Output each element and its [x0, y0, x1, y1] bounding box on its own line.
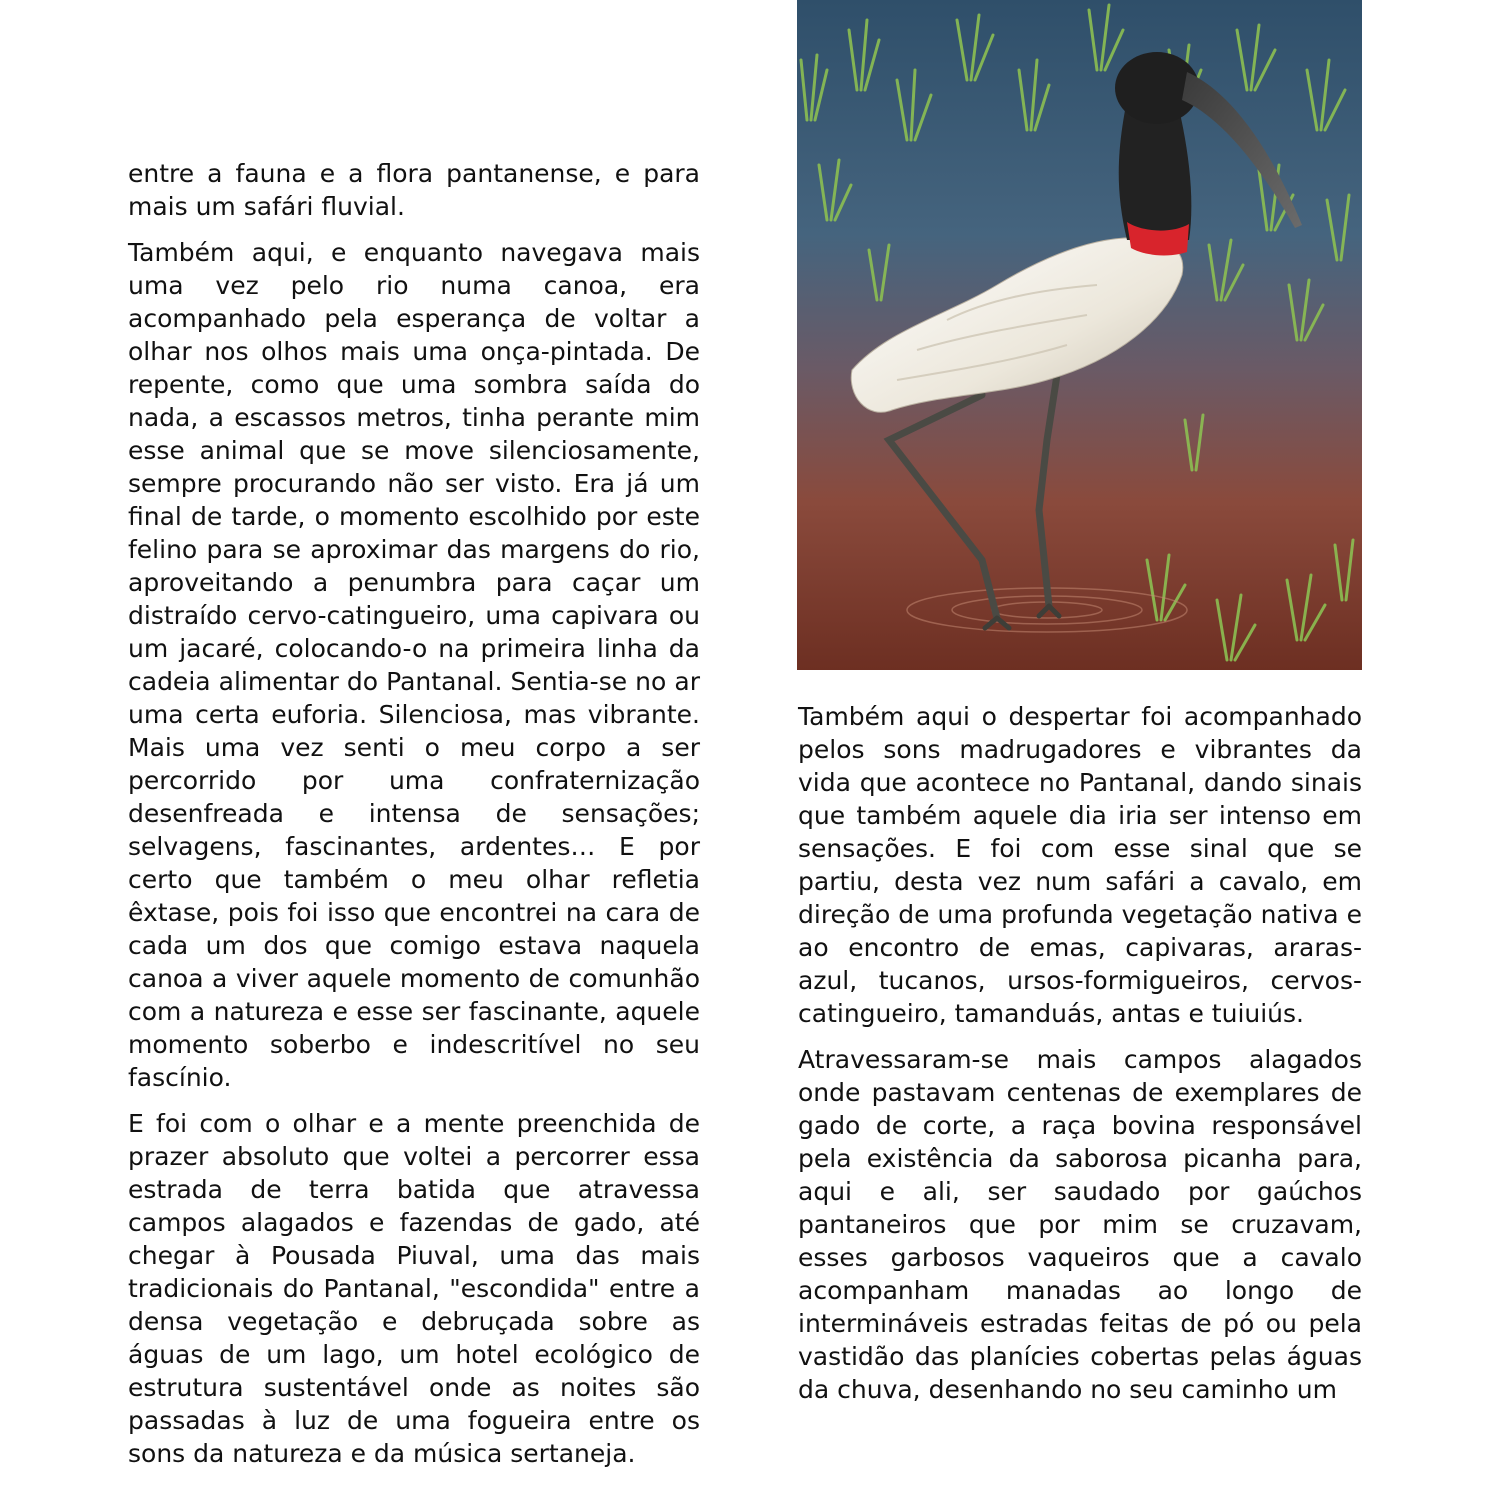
paragraph: Atravessaram-se mais campos alagados onde pastavam centenas de exemplares de gado de corte, a raça bovina responsável pela existência da saborosa picanha para, aqui e ali, ser saudado por gaúchos pantaneiros que por mim se cruzavam, esses garbosos vaqueiros que a cavalo acompanham manadas ao longo de intermináveis estradas feitas de pó ou pela vastidão das planícies cobertas pelas águas da chuva, desenhando no seu caminho um: [798, 1045, 1362, 1404]
jabiru-stork-photo: [797, 0, 1362, 670]
paragraph: E foi com o olhar e a mente preenchida de prazer absoluto que voltei a percorrer essa estrada de terra batida que atravessa campos alagados e fazendas de gado, até chegar à Pousada Piuval, uma das mais tradicionais do Pantanal, "escondida" entre a densa vegetação e debruçada sobre as águas de um lago, um hotel ecológico de estrutura sustentável onde as noites são passadas à luz de uma fogueira entre os sons da natureza e da música sertaneja.: [128, 1109, 700, 1468]
paragraph: entre a fauna e a flora pantanense, e para mais um safári fluvial.: [128, 159, 700, 221]
right-text-column: [798, 700, 1362, 1419]
paragraph: Também aqui o despertar foi acompanhado pelos sons madrugadores e vibrantes da vida que acontece no Pantanal, dando sinais que também aquele dia iria ser intenso em sensações. E foi com esse sinal que se partiu, desta vez num safári a cavalo, em direção de uma profunda vegetação nativa e ao encontro de emas, capivaras, araras-azul, tucanos, ursos-formigueiros, cervos-catingueiro, tamanduás, antas e tuiuiús.: [798, 702, 1362, 1028]
paragraph: Também aqui, e enquanto navegava mais uma vez pelo rio numa canoa, era acompanhado pela esperança de voltar a olhar nos olhos mais uma onça-pintada. De repente, como que uma sombra saída do nada, a escassos metros, tinha perante mim esse animal que se move silenciosamente, sempre procurando não ser visto. Era já um final de tarde, o momento escolhido por este felino para se aproximar das margens do rio, aproveitando a penumbra para caçar um distraído cervo-catingueiro, uma capivara ou um jacaré, colocando-o na primeira linha da cadeia alimentar do Pantanal. Sentia-se no ar uma certa euforia. Silenciosa, mas vibrante. Mais uma vez senti o meu corpo a ser percorrido por uma confraternização desenfreada e intensa de sensações; selvagens, fascinantes, ardentes… E por certo que também o meu olhar refletia êxtase, pois foi isso que encontrei na cara de cada um dos que comigo estava naquela canoa a viver aquele momento de comunhão com a natureza e esse ser fascinante, aquele momento soberbo e indescritível no seu fascínio.: [128, 238, 700, 1092]
left-text-column: [128, 157, 700, 1483]
